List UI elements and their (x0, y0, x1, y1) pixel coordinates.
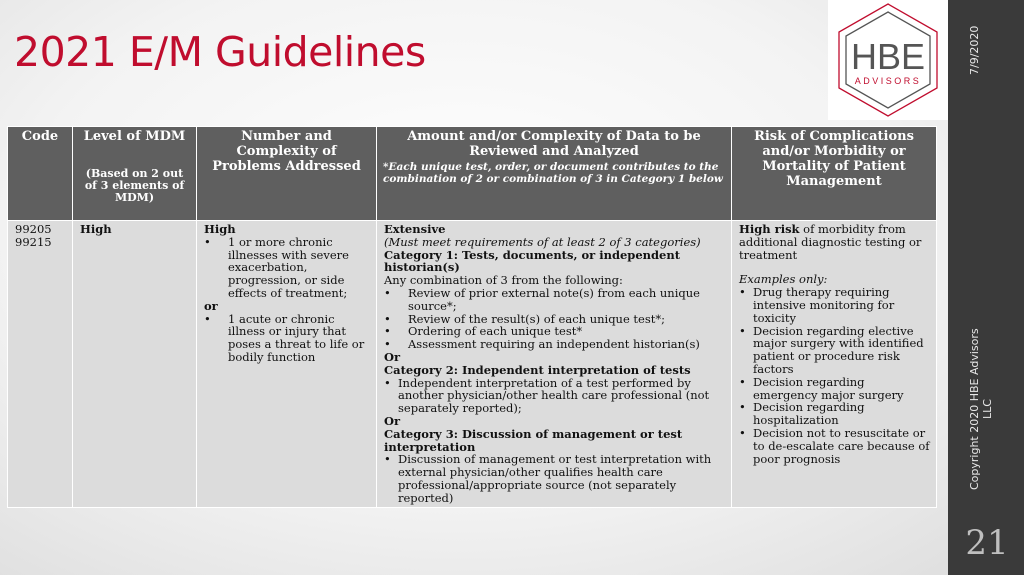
mdm-table (7, 126, 937, 508)
list-item: • Drug therapy requiring intensive monitoring for toxicity (739, 286, 930, 324)
cell-problems (197, 221, 377, 508)
header-code: Code (8, 127, 73, 221)
list-item: • Decision regarding emergency major surgery (739, 376, 930, 402)
problems-title: High (204, 222, 236, 236)
list-item: • Decision regarding elective major surgery with identified patient or procedure risk factors (739, 325, 930, 376)
list-item: • Review of the result(s) of each unique test*; (384, 313, 725, 326)
data-or-1: Or (384, 349, 401, 364)
table-row (8, 221, 937, 508)
list-item: • Independent interpretation of a test performed by another physician/other health care professional (not separately reported); (384, 377, 725, 415)
list-item: • 1 acute or chronic illness or injury that poses a threat to life or bodily function (204, 313, 370, 364)
category-1-intro: Any combination of 3 from the following: (384, 273, 623, 288)
list-item: • Decision not to resuscitate or to de-escalate care because of poor prognosis (739, 427, 930, 465)
table-header-row (8, 127, 937, 221)
data-or-2: Or (384, 413, 401, 428)
slide-date: 7/9/2020 (968, 25, 981, 75)
data-requirement: (Must meet requirements of at least 2 of 3 categories) (384, 234, 701, 249)
header-problems: Number and Complexity of Problems Addressed (197, 127, 377, 221)
risk-summary: High risk of morbidity from additional diagnostic testing or treatment (739, 222, 922, 262)
slide-title: 2021 E/M Guidelines (14, 28, 426, 76)
cell-code (8, 221, 73, 508)
risk-examples-label: Examples only: (739, 272, 828, 287)
slide-number: 21 (965, 523, 1009, 563)
category-3: Category 3: Discussion of management or test interpretation (384, 426, 683, 454)
code-99215: 99215 (15, 234, 52, 249)
copyright-text: Copyright 2020 HBE Advisors LLC (968, 328, 994, 490)
logo-sub: ADVISORS (854, 76, 922, 86)
data-title: Extensive (384, 222, 446, 236)
category-2: Category 2: Independent interpretation of tests (384, 362, 691, 377)
cell-level: High (73, 221, 197, 508)
list-item: • 1 or more chronic illnesses with severe exacerbation, progression, or side effects of treatment; (204, 236, 370, 300)
problems-or: or (204, 298, 218, 313)
hbe-advisors-logo (828, 0, 948, 120)
code-99205: 99205 (15, 222, 52, 236)
header-level-sub: (Based on 2 out of 3 elements of MDM) (84, 167, 185, 204)
header-data-note: *Each unique test, order, or document contributes to the combination of 2 or combination of 3 in Category 1 below (383, 161, 723, 185)
header-data: Amount and/or Complexity of Data to be Reviewed and Analyzed *Each unique test, order, or document contributes to the combination of 2 or combination of 3 in Category 1 below (377, 127, 732, 221)
list-item: • Discussion of management or test interpretation with external physician/other qualifies health care professional/appropriate source (not separately reported) (384, 453, 725, 504)
category-1: Category 1: Tests, documents, or independent historian(s) (384, 247, 681, 275)
logo-word: HBE (850, 36, 926, 77)
cell-data (377, 221, 732, 508)
cell-risk (732, 221, 937, 508)
list-item: • Ordering of each unique test* (384, 325, 725, 338)
list-item: • Review of prior external note(s) from each unique source*; (384, 287, 725, 313)
header-level-of-mdm: Level of MDM (Based on 2 out of 3 elements of MDM) (73, 127, 197, 221)
header-risk: Risk of Complications and/or Morbidity or Mortality of Patient Management (732, 127, 937, 221)
list-item: • Assessment requiring an independent historian(s) (384, 338, 725, 351)
list-item: • Decision regarding hospitalization (739, 401, 930, 427)
